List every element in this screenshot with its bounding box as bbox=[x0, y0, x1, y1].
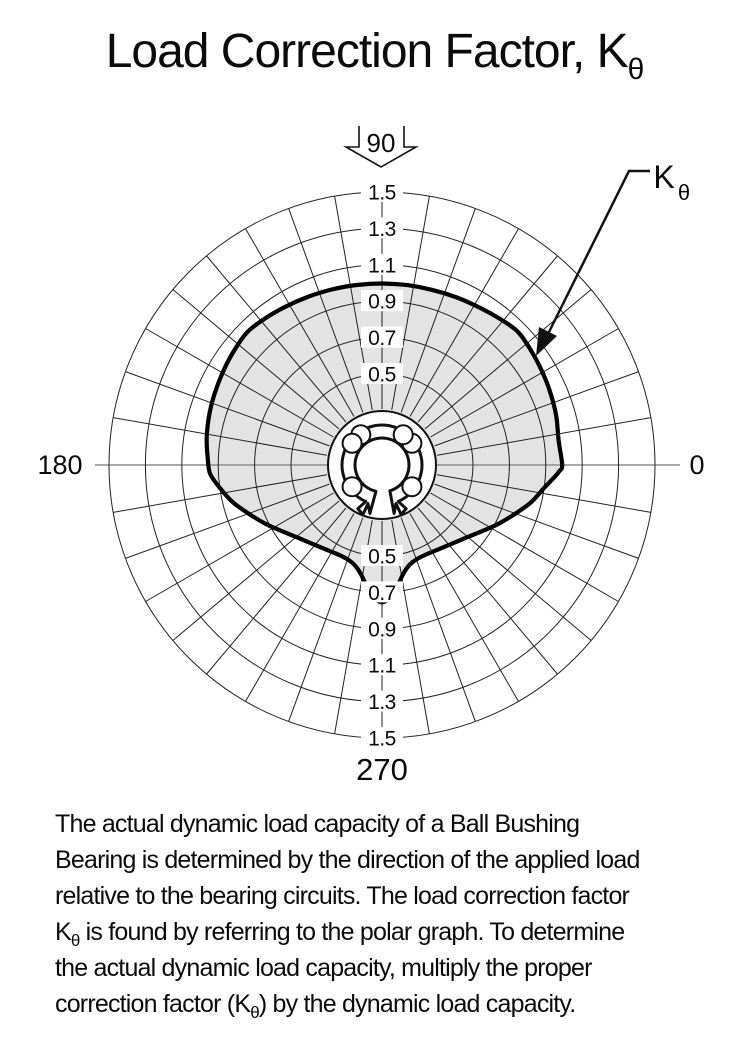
ktheta-callout-label: K bbox=[653, 159, 675, 195]
radial-tick-label: 0.9 bbox=[368, 618, 396, 642]
page-title-subscript: θ bbox=[627, 53, 645, 86]
grid-ray bbox=[173, 501, 339, 640]
grid-ray bbox=[418, 508, 557, 674]
angle-label-0: 0 bbox=[689, 450, 705, 480]
description-line: relative to the bearing circuits. The load correction factor bbox=[55, 882, 630, 910]
ktheta-callout-line bbox=[548, 171, 650, 334]
grid-ray bbox=[207, 508, 346, 674]
page-title-text: Load Correction Factor, K bbox=[105, 25, 628, 78]
angle-label-270: 270 bbox=[356, 752, 408, 787]
radial-tick-label: 1.5 bbox=[368, 181, 396, 205]
radial-tick-label: 0.5 bbox=[368, 363, 396, 387]
radial-tick-label: 1.3 bbox=[368, 691, 396, 715]
angle-label-90: 90 bbox=[366, 128, 396, 158]
angle-label-180: 180 bbox=[37, 450, 83, 480]
bearing-ball bbox=[343, 434, 362, 453]
description-line: the actual dynamic load capacity, multiply the proper bbox=[55, 954, 592, 982]
radial-tick-label: 0.7 bbox=[368, 327, 396, 351]
description-line: The actual dynamic load capacity of a Ball Bushing bbox=[55, 810, 580, 838]
grid-ray bbox=[246, 513, 355, 701]
ktheta-subscript: θ bbox=[70, 931, 80, 950]
grid-ray bbox=[410, 513, 519, 701]
grid-ray bbox=[425, 501, 591, 640]
radial-tick-label: 1.5 bbox=[368, 727, 396, 751]
radial-tick-label: 1.3 bbox=[368, 217, 396, 241]
ktheta-subscript: θ bbox=[250, 1003, 259, 1022]
description-paragraph bbox=[55, 806, 715, 1022]
ktheta-callout-label-subscript: θ bbox=[677, 180, 691, 205]
description-line: correction factor $(K_\theta)$ by the dynamic load capacity. bbox=[55, 990, 576, 1022]
radial-tick-label: 0.9 bbox=[368, 290, 396, 314]
bearing-ball bbox=[402, 477, 421, 496]
radial-tick-label: 1.1 bbox=[368, 254, 396, 278]
radial-tick-label: 0.5 bbox=[368, 545, 396, 569]
radial-tick-label: 0.7 bbox=[368, 581, 396, 605]
description-line: Bearing is determined by the direction of the applied load bbox=[55, 846, 640, 874]
bearing-ball bbox=[394, 425, 413, 444]
radial-tick-label: 1.1 bbox=[368, 654, 396, 678]
description-line: $K_\theta$ is found by referring to the polar graph. To determine bbox=[55, 918, 625, 950]
bearing-ball bbox=[343, 477, 362, 496]
